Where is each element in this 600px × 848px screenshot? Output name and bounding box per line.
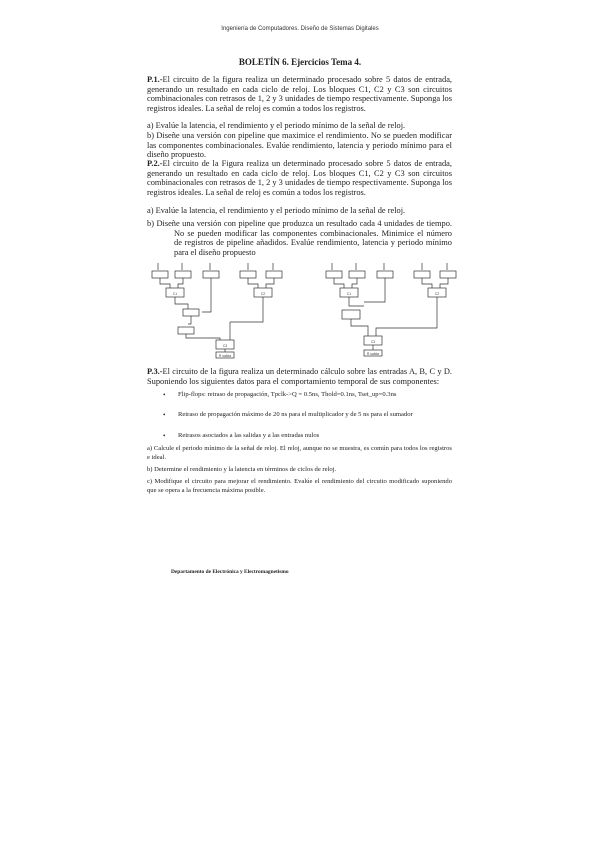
bullet-text: Retraso de propagación máximo de 20 ns para el multiplicador y de 5 ns para el sumador (178, 411, 413, 418)
problem-3-label: P.3.- (147, 367, 163, 376)
bullet-icon: • (163, 411, 166, 419)
problem-2-b: b) Diseñe una versión con pipeline que produzca un resultado cada 4 unidades de tiempo. No se pueden modificar las componentes combinacionales. Minimice el número de registros de pipeline añadidos. Evalúe rendimiento, latencia y periodo mínimo para el diseño propuesto (147, 219, 452, 257)
page-footer: Departamento de Electrónica y Electromagnetismo (171, 569, 289, 575)
left-out-label: R salida (218, 354, 232, 358)
problem-2 (147, 159, 452, 197)
right-c3-label: C3 (370, 340, 376, 344)
page-header: Ingeniería de Computadores. Diseño de Sistemas Digitales (221, 26, 379, 32)
problem-1-a: a) Evalúe la latencia, el rendimiento y el periodo mínimo de la señal de reloj. (147, 121, 406, 130)
left-c2-label: C2 (260, 292, 266, 296)
problem-2-a: a) Evalúe la latencia, el rendimiento y el periodo mínimo de la señal de reloj. (147, 206, 406, 215)
bullet-icon: • (163, 432, 166, 440)
circuit-figure (150, 262, 460, 362)
right-circuit (326, 263, 456, 356)
bullet-icon: • (163, 391, 166, 399)
problem-2-label: P.2.- (147, 159, 163, 168)
problem-2-text: El circuito de la Figura realiza un determinado procesado sobre 5 datos de entrada, generando un resultado en cada ciclo de reloj. Los bloques C1, C2 y C3 son circuitos combinacionales con retrasos de 1, 2 y 3 unidades de tiempo respectivamente. Suponga los registros ideales. La señal de reloj es común a todos los registros. (147, 159, 452, 197)
page-title: BOLETÍN 6. Ejercicios Tema 4. (238, 57, 362, 67)
problem-3-a: a) Calcule el periodo mínimo de la señal de reloj. El reloj, aunque no se muestra, es común para todos los registros e ideal. (147, 445, 452, 461)
right-c1-label: C1 (346, 292, 352, 296)
problem-1 (147, 75, 452, 113)
problem-3 (147, 367, 452, 386)
right-out-label: R salida (366, 352, 380, 356)
right-c2-label: C2 (434, 292, 440, 296)
problem-1-b: b) Diseñe una versión con pipeline que maximice el rendimiento. No se pueden modificar las componentes combinacionales. Evalúe rendimiento, latencia y periodo mínimo para el diseño propuesto. (147, 131, 452, 160)
problem-3-text: El circuito de la figura realiza un determinado cálculo sobre las entradas A, B, C y D. Suponiendo los siguientes datos para el comportamiento temporal de sus componentes: (147, 367, 452, 386)
bullet-text: Retrasos asociados a las salidas y a las entradas nulos (178, 432, 320, 439)
left-c3-label: C3 (222, 344, 228, 348)
problem-3-b: b) Determine el rendimiento y la latencia en términos de ciclos de reloj. (147, 466, 337, 473)
bullet-item (163, 432, 452, 441)
problem-3-c: c) Modifique el circuito para mejorar el rendimiento. Evalúe el rendimiento del circuito modificado suponiendo que se opera a la frecuencia máxima posible. (147, 478, 452, 494)
left-circuit (152, 263, 282, 358)
bullet-item (163, 411, 452, 420)
bullet-item (163, 391, 452, 400)
problem-1-label: P.1.- (147, 75, 163, 84)
problem-1-text: El circuito de la figura realiza un determinado procesado sobre 5 datos de entrada, generando un resultado en cada ciclo de reloj. Los bloques C1, C2 y C3 son circuitos combinacionales con retrasos de 1, 2 y 3 unidades de tiempo respectivamente. Suponga los registros ideales. La señal de reloj es común a todos los registros. (147, 75, 452, 113)
left-c1-label: C1 (172, 292, 178, 296)
bullet-text: Flip-flops: retraso de propagación, Tpclk->Q = 0.5ns, Thold=0.1ns, Tset_up=0.3ns (178, 391, 397, 398)
